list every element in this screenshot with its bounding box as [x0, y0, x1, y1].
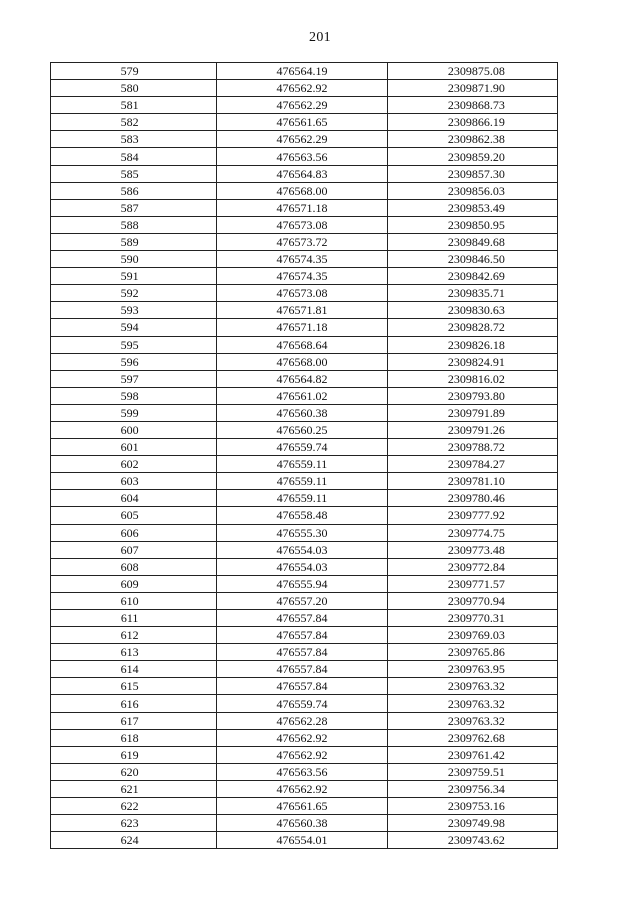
y-coordinate-cell: 2309816.02 — [387, 370, 557, 387]
y-coordinate-cell: 2309871.90 — [387, 80, 557, 97]
point-number-cell: 594 — [51, 319, 217, 336]
y-coordinate-cell: 2309769.03 — [387, 627, 557, 644]
x-coordinate-cell: 476562.92 — [217, 80, 387, 97]
y-coordinate-cell: 2309830.63 — [387, 302, 557, 319]
table-row — [51, 336, 558, 353]
table-row — [51, 524, 558, 541]
y-coordinate-cell: 2309763.32 — [387, 695, 557, 712]
x-coordinate-cell: 476561.02 — [217, 387, 387, 404]
table-row — [51, 319, 558, 336]
table-row — [51, 712, 558, 729]
table-row — [51, 815, 558, 832]
x-coordinate-cell: 476563.56 — [217, 763, 387, 780]
table-row — [51, 353, 558, 370]
y-coordinate-cell: 2309770.94 — [387, 592, 557, 609]
point-number-cell: 609 — [51, 575, 217, 592]
point-number-cell: 579 — [51, 63, 217, 80]
x-coordinate-cell: 476568.00 — [217, 182, 387, 199]
table-row — [51, 678, 558, 695]
y-coordinate-cell: 2309773.48 — [387, 541, 557, 558]
point-number-cell: 606 — [51, 524, 217, 541]
point-number-cell: 597 — [51, 370, 217, 387]
table-row — [51, 182, 558, 199]
y-coordinate-cell: 2309828.72 — [387, 319, 557, 336]
x-coordinate-cell: 476562.29 — [217, 131, 387, 148]
point-number-cell: 584 — [51, 148, 217, 165]
y-coordinate-cell: 2309781.10 — [387, 473, 557, 490]
point-number-cell: 583 — [51, 131, 217, 148]
x-coordinate-cell: 476557.84 — [217, 644, 387, 661]
point-number-cell: 618 — [51, 729, 217, 746]
y-coordinate-cell: 2309826.18 — [387, 336, 557, 353]
x-coordinate-cell: 476557.84 — [217, 661, 387, 678]
table-row — [51, 302, 558, 319]
point-number-cell: 624 — [51, 832, 217, 849]
x-coordinate-cell: 476555.94 — [217, 575, 387, 592]
point-number-cell: 598 — [51, 387, 217, 404]
x-coordinate-cell: 476559.11 — [217, 473, 387, 490]
point-number-cell: 593 — [51, 302, 217, 319]
table-row — [51, 729, 558, 746]
table-row — [51, 251, 558, 268]
x-coordinate-cell: 476571.18 — [217, 199, 387, 216]
table-row — [51, 233, 558, 250]
page-number: 201 — [309, 30, 331, 45]
table-row — [51, 661, 558, 678]
x-coordinate-cell: 476562.92 — [217, 729, 387, 746]
point-number-cell: 610 — [51, 592, 217, 609]
y-coordinate-cell: 2309771.57 — [387, 575, 557, 592]
x-coordinate-cell: 476568.64 — [217, 336, 387, 353]
table-row — [51, 695, 558, 712]
y-coordinate-cell: 2309759.51 — [387, 763, 557, 780]
table-row — [51, 490, 558, 507]
y-coordinate-cell: 2309791.89 — [387, 404, 557, 421]
table-row — [51, 610, 558, 627]
table-row — [51, 97, 558, 114]
point-number-cell: 602 — [51, 456, 217, 473]
y-coordinate-cell: 2309780.46 — [387, 490, 557, 507]
coordinate-table — [50, 62, 558, 849]
point-number-cell: 595 — [51, 336, 217, 353]
x-coordinate-cell: 476571.81 — [217, 302, 387, 319]
y-coordinate-cell: 2309765.86 — [387, 644, 557, 661]
table-row — [51, 780, 558, 797]
x-coordinate-cell: 476554.03 — [217, 558, 387, 575]
point-number-cell: 605 — [51, 507, 217, 524]
point-number-cell: 590 — [51, 251, 217, 268]
x-coordinate-cell: 476561.65 — [217, 114, 387, 131]
table-row — [51, 216, 558, 233]
x-coordinate-cell: 476573.08 — [217, 285, 387, 302]
y-coordinate-cell: 2309777.92 — [387, 507, 557, 524]
y-coordinate-cell: 2309772.84 — [387, 558, 557, 575]
y-coordinate-cell: 2309749.98 — [387, 815, 557, 832]
y-coordinate-cell: 2309868.73 — [387, 97, 557, 114]
y-coordinate-cell: 2309842.69 — [387, 268, 557, 285]
table-row — [51, 421, 558, 438]
x-coordinate-cell: 476568.00 — [217, 353, 387, 370]
y-coordinate-cell: 2309850.95 — [387, 216, 557, 233]
y-coordinate-cell: 2309761.42 — [387, 746, 557, 763]
y-coordinate-cell: 2309756.34 — [387, 780, 557, 797]
y-coordinate-cell: 2309770.31 — [387, 610, 557, 627]
x-coordinate-cell: 476571.18 — [217, 319, 387, 336]
y-coordinate-cell: 2309875.08 — [387, 63, 557, 80]
point-number-cell: 616 — [51, 695, 217, 712]
y-coordinate-cell: 2309793.80 — [387, 387, 557, 404]
y-coordinate-cell: 2309835.71 — [387, 285, 557, 302]
y-coordinate-cell: 2309763.95 — [387, 661, 557, 678]
point-number-cell: 612 — [51, 627, 217, 644]
x-coordinate-cell: 476560.38 — [217, 404, 387, 421]
table-row — [51, 439, 558, 456]
y-coordinate-cell: 2309791.26 — [387, 421, 557, 438]
x-coordinate-cell: 476562.29 — [217, 97, 387, 114]
table-row — [51, 456, 558, 473]
x-coordinate-cell: 476573.72 — [217, 233, 387, 250]
point-number-cell: 615 — [51, 678, 217, 695]
table-row — [51, 575, 558, 592]
point-number-cell: 588 — [51, 216, 217, 233]
point-number-cell: 599 — [51, 404, 217, 421]
table-row — [51, 148, 558, 165]
y-coordinate-cell: 2309763.32 — [387, 678, 557, 695]
table-row — [51, 832, 558, 849]
y-coordinate-cell: 2309763.32 — [387, 712, 557, 729]
point-number-cell: 604 — [51, 490, 217, 507]
table-row — [51, 473, 558, 490]
point-number-cell: 621 — [51, 780, 217, 797]
table-row — [51, 199, 558, 216]
point-number-cell: 622 — [51, 798, 217, 815]
table-row — [51, 592, 558, 609]
point-number-cell: 623 — [51, 815, 217, 832]
x-coordinate-cell: 476555.30 — [217, 524, 387, 541]
y-coordinate-cell: 2309743.62 — [387, 832, 557, 849]
x-coordinate-cell: 476564.82 — [217, 370, 387, 387]
x-coordinate-cell: 476564.83 — [217, 165, 387, 182]
x-coordinate-cell: 476557.20 — [217, 592, 387, 609]
point-number-cell: 601 — [51, 439, 217, 456]
table-row — [51, 558, 558, 575]
table-row — [51, 387, 558, 404]
table-row — [51, 644, 558, 661]
point-number-cell: 620 — [51, 763, 217, 780]
point-number-cell: 596 — [51, 353, 217, 370]
x-coordinate-cell: 476563.56 — [217, 148, 387, 165]
y-coordinate-cell: 2309859.20 — [387, 148, 557, 165]
table-row — [51, 80, 558, 97]
y-coordinate-cell: 2309853.49 — [387, 199, 557, 216]
x-coordinate-cell: 476561.65 — [217, 798, 387, 815]
y-coordinate-cell: 2309866.19 — [387, 114, 557, 131]
point-number-cell: 587 — [51, 199, 217, 216]
y-coordinate-cell: 2309762.68 — [387, 729, 557, 746]
point-number-cell: 614 — [51, 661, 217, 678]
table-row — [51, 63, 558, 80]
y-coordinate-cell: 2309824.91 — [387, 353, 557, 370]
x-coordinate-cell: 476562.28 — [217, 712, 387, 729]
table-row — [51, 268, 558, 285]
point-number-cell: 591 — [51, 268, 217, 285]
x-coordinate-cell: 476564.19 — [217, 63, 387, 80]
x-coordinate-cell: 476559.11 — [217, 490, 387, 507]
y-coordinate-cell: 2309849.68 — [387, 233, 557, 250]
point-number-cell: 608 — [51, 558, 217, 575]
table-row — [51, 131, 558, 148]
y-coordinate-cell: 2309856.03 — [387, 182, 557, 199]
x-coordinate-cell: 476557.84 — [217, 610, 387, 627]
x-coordinate-cell: 476554.01 — [217, 832, 387, 849]
point-number-cell: 619 — [51, 746, 217, 763]
x-coordinate-cell: 476557.84 — [217, 678, 387, 695]
point-number-cell: 607 — [51, 541, 217, 558]
point-number-cell: 581 — [51, 97, 217, 114]
point-number-cell: 582 — [51, 114, 217, 131]
table-row — [51, 627, 558, 644]
point-number-cell: 611 — [51, 610, 217, 627]
point-number-cell: 613 — [51, 644, 217, 661]
point-number-cell: 586 — [51, 182, 217, 199]
point-number-cell: 617 — [51, 712, 217, 729]
x-coordinate-cell: 476559.74 — [217, 695, 387, 712]
table-row — [51, 746, 558, 763]
point-number-cell: 585 — [51, 165, 217, 182]
point-number-cell: 580 — [51, 80, 217, 97]
y-coordinate-cell: 2309774.75 — [387, 524, 557, 541]
x-coordinate-cell: 476554.03 — [217, 541, 387, 558]
table-row — [51, 165, 558, 182]
y-coordinate-cell: 2309784.27 — [387, 456, 557, 473]
x-coordinate-cell: 476559.11 — [217, 456, 387, 473]
point-number-cell: 600 — [51, 421, 217, 438]
y-coordinate-cell: 2309857.30 — [387, 165, 557, 182]
point-number-cell: 603 — [51, 473, 217, 490]
point-number-cell: 592 — [51, 285, 217, 302]
x-coordinate-cell: 476562.92 — [217, 780, 387, 797]
point-number-cell: 589 — [51, 233, 217, 250]
table-row — [51, 763, 558, 780]
y-coordinate-cell: 2309788.72 — [387, 439, 557, 456]
table-row — [51, 370, 558, 387]
table-row — [51, 798, 558, 815]
x-coordinate-cell: 476560.25 — [217, 421, 387, 438]
y-coordinate-cell: 2309846.50 — [387, 251, 557, 268]
table-row — [51, 507, 558, 524]
y-coordinate-cell: 2309862.38 — [387, 131, 557, 148]
x-coordinate-cell: 476559.74 — [217, 439, 387, 456]
x-coordinate-cell: 476574.35 — [217, 251, 387, 268]
table-row — [51, 114, 558, 131]
table-body — [51, 63, 558, 849]
x-coordinate-cell: 476560.38 — [217, 815, 387, 832]
table-row — [51, 404, 558, 421]
x-coordinate-cell: 476558.48 — [217, 507, 387, 524]
x-coordinate-cell: 476562.92 — [217, 746, 387, 763]
x-coordinate-cell: 476557.84 — [217, 627, 387, 644]
y-coordinate-cell: 2309753.16 — [387, 798, 557, 815]
table-row — [51, 541, 558, 558]
x-coordinate-cell: 476574.35 — [217, 268, 387, 285]
table-row — [51, 285, 558, 302]
x-coordinate-cell: 476573.08 — [217, 216, 387, 233]
